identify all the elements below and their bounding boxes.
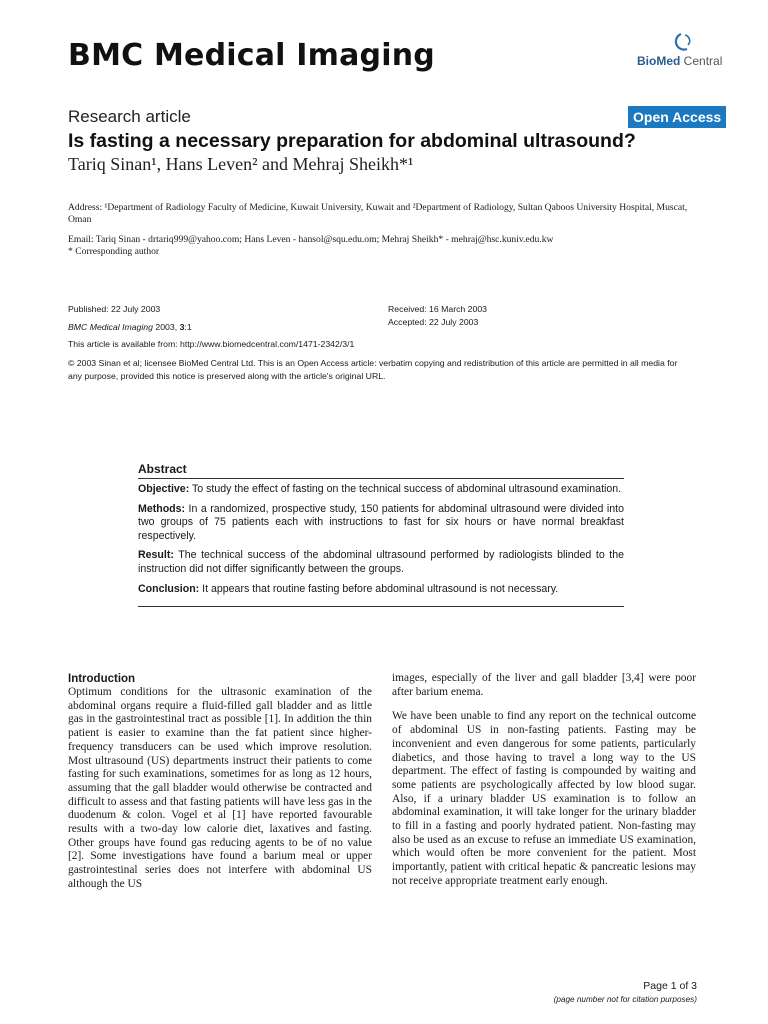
methods-text: In a randomized, prospective study, 150 patients for abdominal ultrasound were divided into two groups of 75 patients each with instructions to fast for six hours or have normal breakfast respectively. — [138, 502, 624, 542]
publication-info-right — [388, 303, 487, 329]
citation — [68, 321, 192, 334]
abstract-heading: Abstract — [138, 462, 187, 476]
open-access-badge: Open Access — [628, 106, 726, 128]
received-date: Received: 16 March 2003 — [388, 304, 487, 314]
corresponding-author-note: * Corresponding author — [68, 246, 160, 257]
body-paragraph-continued: images, especially of the liver and gall bladder [3,4] were poor after barium enema. — [392, 672, 696, 698]
body-column-right — [392, 672, 696, 889]
biomed-central-logo[interactable] — [637, 32, 737, 72]
availability-url[interactable]: This article is available from: http://www.biomedcentral.com/1471-2342/3/1 — [68, 339, 355, 349]
author-emails: Email: Tariq Sinan - drtariq999@yahoo.com; Hans Leven - hansol@squ.edu.om; Mehraj Sheikh* - mehraj@hsc.kuniv.edu.kw — [68, 234, 554, 245]
article-type: Research article — [68, 107, 191, 126]
introduction-paragraph-1: Optimum conditions for the ultrasonic examination of the abdominal organs require a fluid-filled gall bladder and as little gas in the gastrointestinal tract as possible [1]. In addition the thin patient is easier to examine than the fat patient since higher-frequency transducers can be used which improve resolution. Most ultrasound (US) departments instruct their patients to come fasting for such examinations, sometimes for as long as 12 hours, assuming that the gall bladder would otherwise be contracted and difficult to assess and that fasting patients will have less gas in the duodenum & colon. Vogel et al [1] have reported favourable results with a two-day low calorie diet, laxatives and fasting. Other groups have found gas reducing agents to be of no value [2]. Some investigations have found a barium meal or upper gastrointestinal series does not interfere with abdominal US although the US — [68, 686, 372, 890]
accepted-date: Accepted: 22 July 2003 — [388, 317, 479, 327]
objective-text: To study the effect of fasting on the technical success of abdominal ultrasound examination. — [189, 483, 622, 495]
citation-year: 2003, — [152, 322, 180, 332]
published-date: Published: 22 July 2003 — [68, 304, 161, 314]
logo-bio: BioMed — [637, 54, 681, 68]
abstract-objective — [138, 483, 624, 497]
abstract-box — [138, 462, 624, 607]
abstract-top-rule — [138, 478, 624, 479]
authors: Tariq Sinan¹, Hans Leven² and Mehraj Sheikh*¹ — [68, 154, 414, 174]
copyright-notice: © 2003 Sinan et al; licensee BioMed Central Ltd. This is an Open Access article: verbatim copying and redistribution of this article are permitted in all media for any purpose, provided this notice is preserved along with the article's original URL. — [68, 358, 678, 381]
conclusion-text: It appears that routine fasting before abdominal ultrasound is not necessary. — [199, 582, 559, 595]
abstract-methods — [138, 503, 624, 544]
abstract-conclusion — [138, 583, 624, 597]
article-title: Is fasting a necessary preparation for abdominal ultrasound? — [68, 130, 636, 152]
result-text: The technical success of the abdominal ultrasound performed by radiologists blinded to the instruction did not differ significantly between the groups. — [138, 549, 624, 575]
introduction-heading: Introduction — [68, 673, 136, 685]
page-number: Page 1 of 3 — [643, 980, 697, 992]
abstract-result — [138, 549, 624, 576]
journal-title: BMC Medical Imaging — [68, 38, 435, 73]
citation-article: :1 — [184, 322, 192, 332]
body-column-left — [68, 672, 372, 892]
result-label: Result: — [138, 549, 174, 562]
logo-central: Central — [680, 54, 723, 68]
objective-label: Objective: — [138, 483, 190, 495]
publication-info-left — [68, 303, 192, 334]
citation-journal: BMC Medical Imaging — [68, 322, 153, 332]
logo-text — [637, 54, 722, 68]
author-email-block — [68, 234, 698, 258]
citation-volume: 3 — [179, 322, 185, 332]
author-address: Address: ¹Department of Radiology Faculty of Medicine, Kuwait University, Kuwait and ²Department of Radiology, Sultan Qaboos University Hospital, Muscat, Oman — [68, 202, 688, 225]
conclusion-label: Conclusion: — [138, 582, 200, 595]
body-paragraph-2: We have been unable to find any report on the technical outcome of abdominal US in non-fasting patients. Fasting may be inconvenient and even dangerous for some patients, particularly diabetics, and those having to travel a long way to the US department. The effect of fasting is compounded by waiting and some patients are psychologically affected by low blood sugar. Also, if a urinary bladder US examination is to follow an abdominal examination, it will take longer for the urinary bladder to fill in a fasting and poorly hydrated patient. Non-fasting may also be used as an excuse to refuse an immediate US examination, which would often be more convenient for the patient. Most importantly, patient with critical hepatic & pancreatic lesions may not receive appropriate treatment early enough. — [392, 710, 696, 887]
methods-label: Methods: — [138, 502, 186, 515]
abstract-bottom-rule — [138, 606, 624, 607]
biomed-arc-icon — [673, 32, 695, 52]
page-number-note: (page number not for citation purposes) — [553, 995, 697, 1004]
